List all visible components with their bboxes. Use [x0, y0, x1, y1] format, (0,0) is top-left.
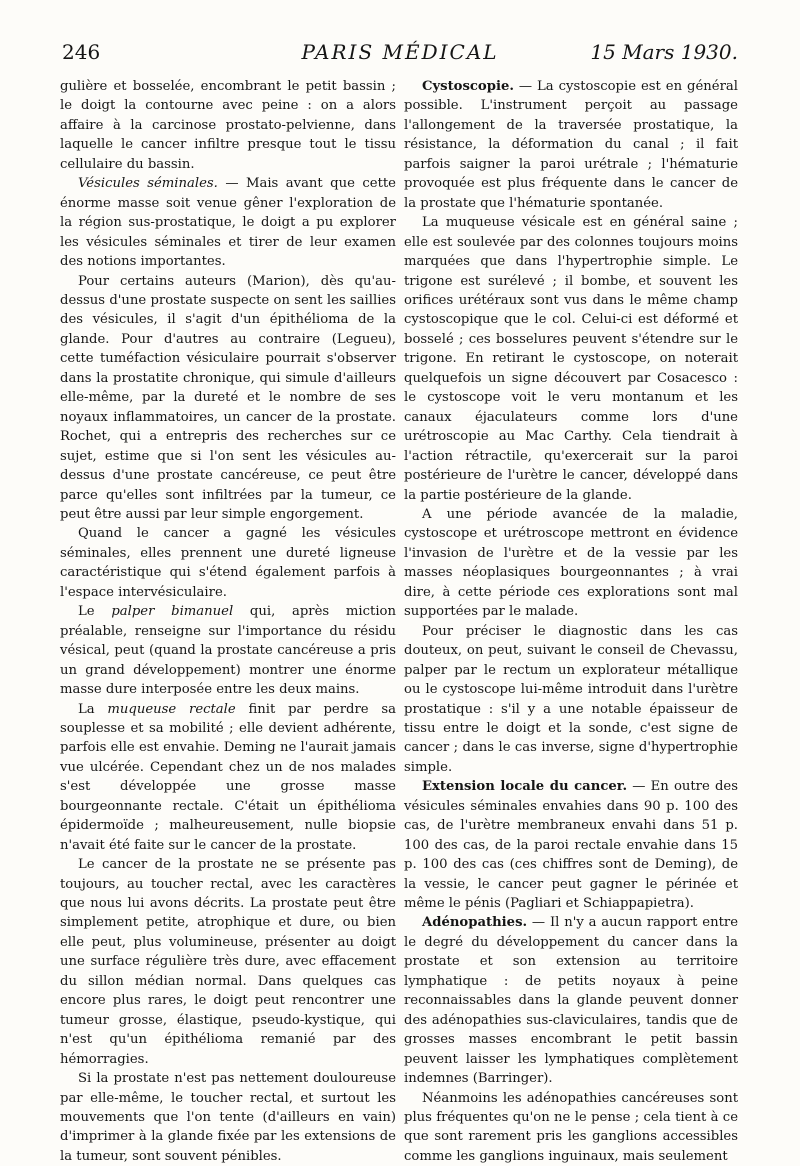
left-column: [60, 77, 396, 1166]
paragraph: [60, 1069, 396, 1166]
paragraph-text: qui, après miction préalable, renseigne sur l'importance du résidu vésical, peut (quand la prostate cancéreuse a pris un grand développement) montrer une énorme masse dure interposée entre les deux mains.: [60, 604, 396, 698]
paragraph-text: — Mais avant que cette énorme masse soit venue gêner l'exploration de la région sus-prostatique, le doigt a pu explorer les vésicules séminales et tirer de leur examen des notions importantes.: [60, 176, 396, 270]
paragraph-lead: muqueuse rectale: [107, 701, 236, 717]
paragraph-text: — Il n'y a aucun rapport entre le degré du développement du cancer dans la prostate et son extension au territoire lymphatique : de petits noyaux à peine reconnaissables dans la glande peuvent donner des adénopathies sus-claviculaires, tandis que de grosses masses encombrant le petit bassin peuvent laisser les lymphatiques complètement indemnes (Barringer).: [404, 915, 738, 1087]
paragraph-lead: Cystoscopie.: [422, 79, 514, 94]
running-header: [62, 40, 738, 72]
paragraph: [404, 777, 738, 913]
paragraph: [404, 505, 738, 622]
paragraph: [60, 77, 396, 174]
paragraph-text: Si la prostate n'est pas nettement douloureuse par elle-même, le toucher rectal, et surtout les mouvements que l'on tente (d'ailleurs en vain) d'imprimer à la glande fixée par les extensions de la tumeur, sont souvent pénibles.: [60, 1071, 396, 1164]
paragraph-text: Pour certains auteurs (Marion), dès qu'au-dessus d'une prostate suspecte on sent les saillies des vésicules, il s'agit d'un épithélioma de la glande. Pour d'autres au contraire (Legueu), cette tuméfaction vésiculaire pourrait s'observer dans la prostatite chronique, qui simule d'ailleurs elle-même, par la dureté et le nombre de ses noyaux inflammatoires, un cancer de la prostate. Rochet, qui a entrepris des recherches sur ce sujet, estime que si l'on sent les vésicules au-dessus d'une prostate cancéreuse, ce peut être parce qu'elles sont infiltrées par la tumeur, ce peut être aussi par leur simple engorgement.: [60, 273, 396, 522]
paragraph-prefix: La: [78, 701, 108, 717]
paragraph-text: — En outre des vésicules séminales envahies dans 90 p. 100 des cas, de l'urètre membraneux envahi dans 51 p. 100 des cas, de la paroi rectale envahie dans 15 p. 100 des cas (ces chiffres sont de Deming), de la vessie, le cancer peut gagner le périnée et même le pénis (Pagliari et Schiappapietra).: [404, 779, 738, 912]
paragraph-lead: Adénopathies.: [422, 915, 528, 931]
issue-date: 15 Mars 1930.: [590, 40, 738, 64]
paragraph-lead: Extension locale du cancer.: [422, 779, 628, 795]
paragraph-text: Pour préciser le diagnostic dans les cas douteux, on peut, suivant le conseil de Chevassu, palper par le rectum un explorateur métallique ou le cystoscope lui-même introduit dans l'urètre prostatique : s'il y a une notable épaisseur de tissu entre le doigt et la sonde, c'est signe de cancer ; dans le cas inverse, signe d'hypertrophie simple.: [404, 623, 738, 775]
paragraph-text: A une période avancée de la maladie, cystoscope et urétroscope mettront en évidence l'invasion de l'urètre et de la vessie par les masses néoplasiques bourgeonnantes ; à vrai dire, à cette période ces explorations sont mal supportées par le malade.: [404, 506, 738, 620]
paragraph-prefix: Le: [78, 604, 112, 620]
paragraph: [60, 174, 396, 271]
paragraph-text: Le cancer de la prostate ne se présente pas toujours, au toucher rectal, avec les caractères que nous lui avons décrits. La prostate peut être simplement petite, atrophique et dure, ou bien elle peut, plus volumineuse, présenter au doigt une surface régulière très dure, avec effacement du sillon médian normal. Dans quelques cas encore plus rares, le doigt peut rencontrer une tumeur grosse, élastique, pseudo-kystique, qui n'est qu'un épithélioma remanié par des hémorragies.: [60, 857, 396, 1067]
paragraph-text: gulière et bosselée, encombrant le petit bassin ; le doigt la contourne avec peine : on a alors affaire à la carcinose prostato-pelvienne, dans laquelle le cancer infiltre presque tout le tissu cellulaire du bassin.: [60, 79, 396, 172]
paragraph: [404, 1089, 738, 1166]
paragraph-text: La muqueuse vésicale est en général saine ; elle est soulevée par des colonnes toujours moins marquées que dans l'hypertrophie simple. Le trigone est surélevé ; il bombe, et souvent les orifices urétéraux sont vus dans le même champ cystoscopique que le col. Celui-ci est déformé et bosselé ; ces bosselures peuvent s'étendre sur le trigone. En retirant le cystoscope, on noterait quelquefois un signe découvert par Cosacesco : le cystoscope voit le veru montanum et les canaux éjaculateurs comme lors d'une urétroscopie au Mac Carthy. Cela tiendrait à l'action rétractile, qu'exercerait sur la paroi postérieure de l'urètre le cancer, développé dans la partie postérieure de la glande.: [404, 215, 738, 503]
paragraph: [404, 213, 738, 505]
journal-title: PARIS MÉDICAL: [301, 40, 499, 64]
paragraph: [60, 855, 396, 1069]
paragraph: [404, 622, 738, 778]
paragraph-lead: Vésicules séminales.: [78, 176, 218, 192]
right-column: [404, 77, 738, 1166]
page-number: 246: [62, 40, 101, 64]
paragraph-lead: palper bimanuel: [111, 604, 234, 620]
paragraph-text: Néanmoins les adénopathies cancéreuses sont plus fréquentes qu'on ne le pense ; cela tient à ce que sont rarement pris les ganglions accessibles comme les ganglions inguinaux, mais seulement: [404, 1090, 738, 1164]
paragraph-text: — La cystoscopie est en général possible. L'instrument perçoit au passage l'allongement de la traversée prostatique, la résistance, la déformation du canal ; il fait parfois saigner la paroi urétrale ; l'hématurie provoquée est plus fréquente dans le cancer de la prostate que l'hématurie spontanée.: [404, 79, 738, 211]
paragraph: [404, 77, 738, 213]
paragraph: [404, 913, 738, 1088]
paragraph: [60, 700, 396, 856]
paragraph: [60, 602, 396, 699]
paragraph: [60, 272, 396, 525]
paragraph-text: finit par perdre sa souplesse et sa mobilité ; elle devient adhérente, parfois elle est envahie. Deming ne l'aurait jamais vue ulcérée. Cependant chez un de nos malades s'est développée une grosse masse bourgeonnante rectale. C'était un épithélioma épidermoïde ; malheureusement, nulle biopsie n'avait été faite sur le cancer de la prostate.: [60, 701, 397, 853]
paragraph-text: Quand le cancer a gagné les vésicules séminales, elles prennent une dureté ligneuse caractéristique qui s'étend également parfois à l'espace intervésiculaire.: [60, 526, 396, 600]
paragraph: [60, 524, 396, 602]
